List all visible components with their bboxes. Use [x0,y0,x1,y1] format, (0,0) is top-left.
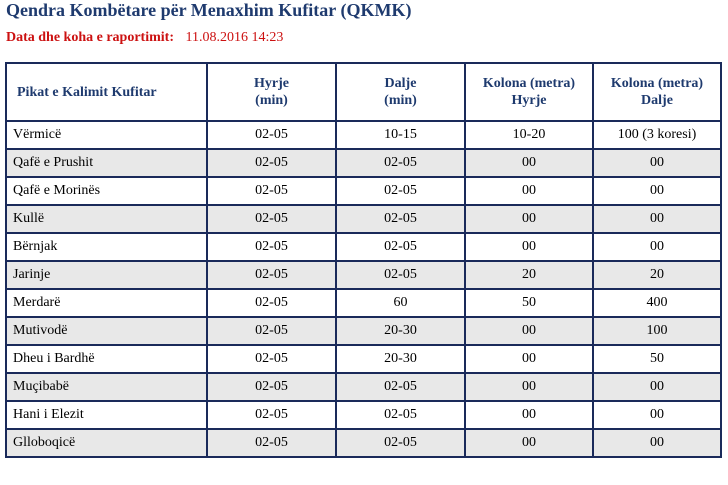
queue-exit-cell: 00 [593,373,721,401]
exit-time-cell: 10-15 [336,121,465,149]
entry-time-cell: 02-05 [207,261,336,289]
queue-entry-cell: 20 [465,261,593,289]
exit-time-cell: 02-05 [336,261,465,289]
crossing-point-cell: Kullë [6,205,207,233]
queue-entry-cell: 00 [465,149,593,177]
entry-time-cell: 02-05 [207,233,336,261]
queue-entry-cell: 00 [465,205,593,233]
queue-exit-cell: 20 [593,261,721,289]
table-row [6,177,721,205]
table-row [6,401,721,429]
column-header-queue-entry [465,63,593,121]
table-row [6,149,721,177]
exit-time-cell: 02-05 [336,205,465,233]
entry-time-cell: 02-05 [207,401,336,429]
crossing-point-cell: Dheu i Bardhë [6,345,207,373]
page-title: Qendra Kombëtare për Menaxhim Kufitar (QKMK) [6,0,412,20]
crossing-point-cell: Qafë e Prushit [6,149,207,177]
table-row [6,429,721,457]
entry-time-cell: 02-05 [207,149,336,177]
table-row [6,345,721,373]
column-header-text: Pikat e Kalimit Kufitar [17,84,157,100]
queue-entry-cell: 00 [465,429,593,457]
queue-exit-cell: 100 (3 koresi) [593,121,721,149]
queue-entry-cell: 00 [465,177,593,205]
column-header-text: Dalje [384,76,417,91]
crossing-point-cell: Qafë e Morinës [6,177,207,205]
report-timestamp [6,30,283,46]
queue-entry-cell: 00 [465,317,593,345]
crossing-point-cell: Mutivodë [6,317,207,345]
column-header-subtext: Dalje [641,93,673,108]
queue-entry-cell: 00 [465,373,593,401]
crossing-point-cell: Vërmicë [6,121,207,149]
column-header-text: Kolona (metra) [610,76,704,91]
queue-entry-cell: 00 [465,345,593,373]
crossing-point-cell: Muçibabë [6,373,207,401]
queue-exit-cell: 400 [593,289,721,317]
queue-entry-cell: 00 [465,401,593,429]
entry-time-cell: 02-05 [207,317,336,345]
entry-time-cell: 02-05 [207,289,336,317]
queue-entry-cell: 10-20 [465,121,593,149]
queue-exit-cell: 00 [593,149,721,177]
report-label: Data dhe koha e raportimit: [6,30,174,45]
column-header-entry-time [207,63,336,121]
entry-time-cell: 02-05 [207,345,336,373]
column-header-subtext: (min) [384,93,417,108]
crossing-point-cell: Glloboqicë [6,429,207,457]
exit-time-cell: 02-05 [336,233,465,261]
column-header-subtext: (min) [255,93,288,108]
table-body [6,121,721,457]
queue-exit-cell: 00 [593,429,721,457]
border-crossing-table [5,62,722,458]
queue-exit-cell: 100 [593,317,721,345]
queue-exit-cell: 00 [593,233,721,261]
queue-exit-cell: 50 [593,345,721,373]
table-row [6,261,721,289]
table-row [6,233,721,261]
table-header-row [6,63,721,121]
entry-time-cell: 02-05 [207,121,336,149]
exit-time-cell: 02-05 [336,373,465,401]
column-header-crossing-point [6,63,207,121]
exit-time-cell: 20-30 [336,317,465,345]
queue-exit-cell: 00 [593,177,721,205]
exit-time-cell: 02-05 [336,429,465,457]
table-row [6,289,721,317]
table-row [6,121,721,149]
queue-entry-cell: 00 [465,233,593,261]
entry-time-cell: 02-05 [207,205,336,233]
report-value: 11.08.2016 14:23 [185,30,284,45]
queue-exit-cell: 00 [593,401,721,429]
entry-time-cell: 02-05 [207,429,336,457]
queue-entry-cell: 50 [465,289,593,317]
column-header-exit-time [336,63,465,121]
entry-time-cell: 02-05 [207,373,336,401]
column-header-text: Kolona (metra) [482,76,576,91]
queue-exit-cell: 00 [593,205,721,233]
column-header-queue-exit [593,63,721,121]
column-header-subtext: Hyrje [511,93,547,108]
exit-time-cell: 20-30 [336,345,465,373]
table-row [6,373,721,401]
crossing-point-cell: Merdarë [6,289,207,317]
table-row [6,205,721,233]
column-header-text: Hyrje [254,76,289,91]
exit-time-cell: 02-05 [336,401,465,429]
entry-time-cell: 02-05 [207,177,336,205]
crossing-point-cell: Jarinje [6,261,207,289]
exit-time-cell: 02-05 [336,149,465,177]
table-row [6,317,721,345]
exit-time-cell: 02-05 [336,177,465,205]
crossing-point-cell: Hani i Elezit [6,401,207,429]
crossing-point-cell: Bërnjak [6,233,207,261]
exit-time-cell: 60 [336,289,465,317]
